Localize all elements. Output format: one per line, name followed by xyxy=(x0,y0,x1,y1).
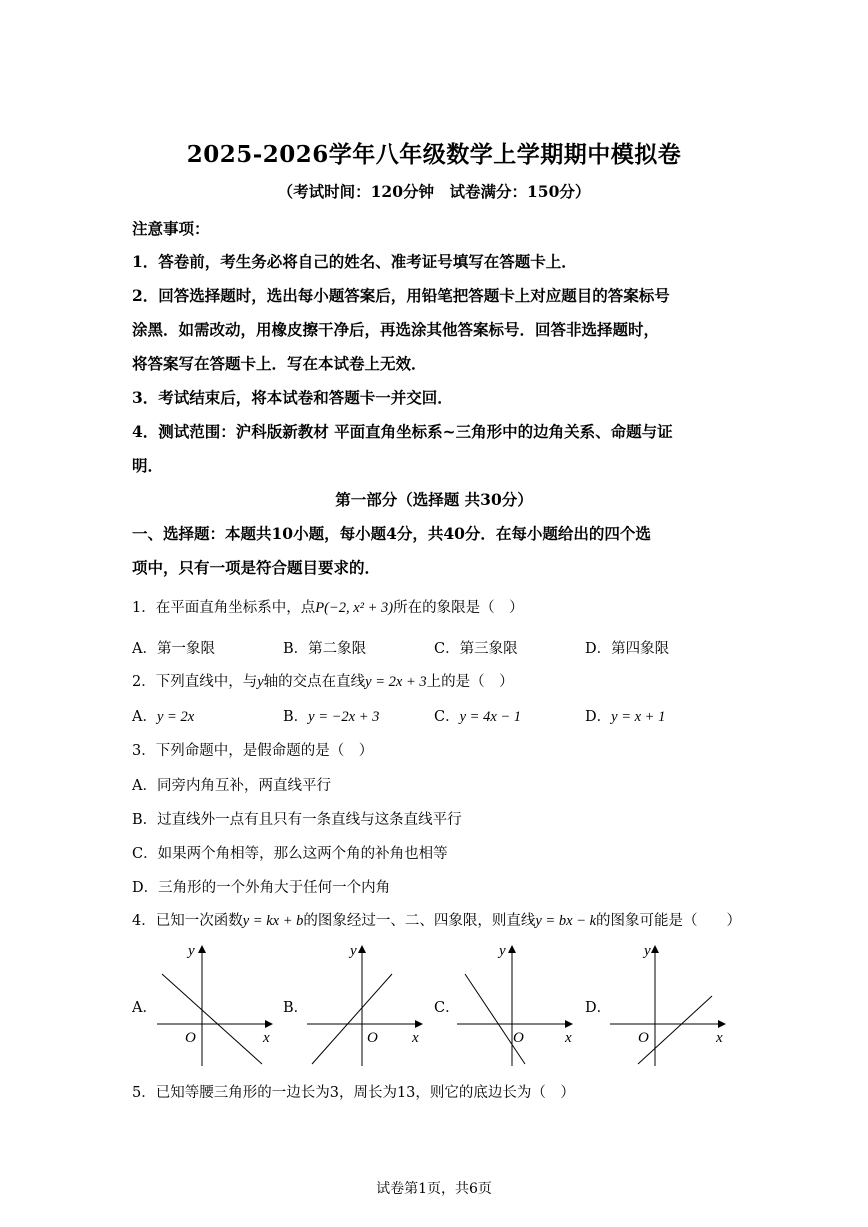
option-label: A． xyxy=(132,709,157,725)
notice-line: 4．测试范围：沪科版新教材 平面直角坐标系~三角形中的边角关系、命题与证 xyxy=(132,422,673,441)
q2-line: y = 2x + 3 xyxy=(365,674,427,690)
option-label: C． xyxy=(434,709,460,725)
part-title: 第一部分（选择题 共30分） xyxy=(335,490,533,509)
x-label: x xyxy=(716,1030,723,1046)
page-title: 2025-2026学年八年级数学上学期期中模拟卷 xyxy=(186,141,682,168)
x-axis-arrow xyxy=(265,1020,273,1028)
exam-info: （考试时间：120分钟 试卷满分：150分） xyxy=(277,182,591,201)
q4-func1: y = kx + b xyxy=(242,913,304,929)
origin-label: O xyxy=(367,1030,378,1046)
option-formula: y = −2x + 3 xyxy=(308,709,380,725)
q4-graph-b[interactable] xyxy=(305,940,430,1070)
q2-option-b[interactable] xyxy=(283,705,379,726)
x-axis-arrow xyxy=(565,1020,573,1028)
q4-stem: 4．已知一次函数 xyxy=(132,913,243,929)
notice-heading: 注意事项： xyxy=(132,219,210,238)
option-formula: y = x + 1 xyxy=(611,709,666,725)
notice-line: 明． xyxy=(132,456,164,475)
question-1 xyxy=(132,596,752,617)
option-label: B． xyxy=(283,709,309,725)
q1-option-b[interactable]: B．第二象限 xyxy=(283,641,367,657)
q1-option-c[interactable]: C．第三象限 xyxy=(434,641,518,657)
q2-stem: 2．下列直线中，与 xyxy=(132,674,258,690)
q1-option-d[interactable]: D．第四象限 xyxy=(585,641,670,657)
q1-option-a[interactable]: A．第一象限 xyxy=(132,641,215,657)
y-axis-arrow xyxy=(651,945,659,953)
q3-option-c[interactable]: C．如果两个角相等，那么这两个角的补角也相等 xyxy=(132,846,448,862)
q2-option-a[interactable] xyxy=(132,705,194,726)
notice-line: 将答案写在答题卡上．写在本试卷上无效． xyxy=(132,354,427,373)
origin-label: O xyxy=(513,1030,524,1046)
notice-line: 3．考试结束后，将本试卷和答题卡一并交回． xyxy=(132,388,453,407)
option-label: D． xyxy=(585,709,612,725)
x-label: x xyxy=(263,1030,270,1046)
y-label: y xyxy=(499,943,506,959)
y-label: y xyxy=(350,943,357,959)
notice-line: 涂黑．如需改动，用橡皮擦干净后，再选涂其他答案标号．回答非选择题时， xyxy=(132,320,660,339)
x-label: x xyxy=(565,1030,572,1046)
q4-graph-d[interactable] xyxy=(608,940,733,1070)
question-4 xyxy=(132,909,752,930)
y-label: y xyxy=(644,943,651,959)
q3-option-a[interactable]: A．同旁内角互补，两直线平行 xyxy=(132,778,331,794)
x-label: x xyxy=(412,1030,419,1046)
q2-stem-mid: 轴的交点在直线 xyxy=(263,674,366,690)
question-2 xyxy=(132,670,752,691)
notice-line: 1．答卷前，考生务必将自己的姓名、准考证号填写在答题卡上． xyxy=(132,252,577,271)
q4-option-b-label[interactable]: B． xyxy=(283,1000,309,1016)
graph-line xyxy=(465,974,525,1064)
q4-stem-mid: 的图象经过一、二、四象限，则直线 xyxy=(303,913,536,929)
x-axis-arrow xyxy=(415,1020,423,1028)
question-5: 5．已知等腰三角形的一边长为3，周长为13，则它的底边长为（ ） xyxy=(132,1085,575,1101)
origin-label: O xyxy=(638,1030,649,1046)
q4-option-d-label[interactable]: D． xyxy=(585,1000,612,1016)
y-label: y xyxy=(188,943,195,959)
notice-line: 2．回答选择题时，选出每小题答案后，用铅笔把答题卡上对应题目的答案标号 xyxy=(132,286,670,305)
q4-graph-c[interactable] xyxy=(455,940,580,1070)
q4-option-c-label[interactable]: C． xyxy=(434,1000,460,1016)
page-footer: 试卷第1页，共6页 xyxy=(376,1181,492,1197)
q4-graph-a[interactable] xyxy=(155,940,280,1070)
option-formula: y = 2x xyxy=(156,709,195,725)
q1-stem-end: 所在的象限是（ ） xyxy=(393,600,524,616)
graph-line xyxy=(162,974,262,1064)
x-axis-arrow xyxy=(718,1020,726,1028)
q2-option-c[interactable] xyxy=(434,705,521,726)
q2-stem-end: 上的是（ ） xyxy=(426,674,514,690)
q2-option-d[interactable] xyxy=(585,705,665,726)
y-axis-arrow xyxy=(358,945,366,953)
q4-option-a-label[interactable]: A． xyxy=(132,1000,157,1016)
q4-stem-end: 的图象可能是（ ） xyxy=(596,913,742,929)
graph-line xyxy=(312,974,392,1064)
q1-stem: 1．在平面直角坐标系中，点 xyxy=(132,600,316,616)
q4-func2: y = bx − k xyxy=(535,913,597,929)
q3-option-d[interactable]: D．三角形的一个外角大于任何一个内角 xyxy=(132,880,391,896)
question-3: 3．下列命题中，是假命题的是（ ） xyxy=(132,743,374,759)
graph-line xyxy=(638,996,712,1064)
y-axis-arrow xyxy=(508,945,516,953)
origin-label: O xyxy=(185,1030,196,1046)
section-intro: 一、选择题：本题共10小题，每小题4分，共40分．在每小题给出的四个选 xyxy=(132,524,651,543)
q2-var: y xyxy=(257,674,264,690)
q1-point: P(−2, x² + 3) xyxy=(315,600,394,616)
section-intro: 项中，只有一项是符合题目要求的． xyxy=(132,558,381,577)
q3-option-b[interactable]: B．过直线外一点有且只有一条直线与这条直线平行 xyxy=(132,812,462,828)
y-axis-arrow xyxy=(198,945,206,953)
option-formula: y = 4x − 1 xyxy=(459,709,522,725)
